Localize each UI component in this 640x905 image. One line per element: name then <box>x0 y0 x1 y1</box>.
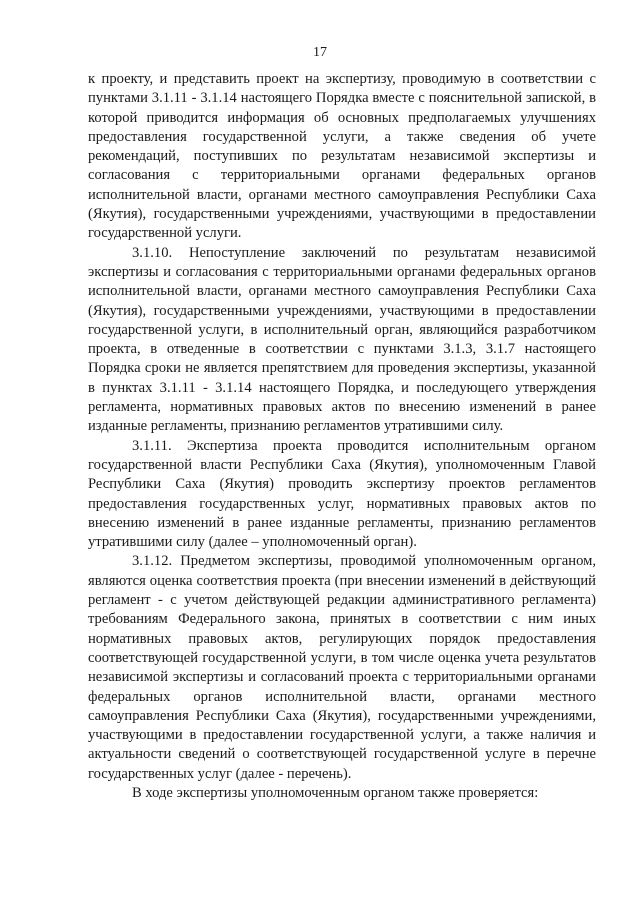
document-body <box>88 70 596 803</box>
page-number: 17 <box>313 45 327 60</box>
paragraph: В ходе экспертизы уполномоченным органом также проверяется: <box>132 784 539 801</box>
paragraph: 3.1.11. Экспертиза проекта проводится исполнительным органом государственной власти Республики Саха (Якутия), уполномоченным Главой Республики Саха (Якутия) проводить экспертизу проектов регламентов предоставления государственных услуг, нормативных правовых актов по внесению изменений в ранее изданные регламенты, признанию регламентов утратившими силу (далее – уполномоченный орган). <box>88 437 596 551</box>
paragraph: 3.1.12. Предметом экспертизы, проводимой уполномоченным органом, являются оценка соответствия проекта (при внесении изменений в действующий регламент - с учетом действующей редакции административного регламента) требованиям Федерального закона, принятых в соответствии с ним иных нормативных правовых актов, регулирующих порядок предоставления соответствующей государственной услуги, в том числе оценка учета результатов независимой экспертизы и согласований проекта с территориальными органами федеральных органов исполнительной власти, органами местного самоуправления Республики Саха (Якутия), государственными учреждениями, участвующими в предоставлении государственной услуги, а также наличия и актуальности сведений о соответствующей государственной услуге в перечне государственных услуг (далее - перечень). <box>88 553 596 782</box>
paragraph: к проекту, и представить проект на экспертизу, проводимую в соответствии с пунктами 3.1.11 - 3.1.14 настоящего Порядка вместе с пояснительной запиской, в которой приводится информация об основных предполагаемых улучшениях предоставления государственной услуги, а также сведения об учете рекомендаций, поступивших по результатам независимой экспертизы и согласования с территориальными органами федеральных органов исполнительной власти, органами местного самоуправления Республики Саха (Якутия), государственными учреждениями, участвующими в предоставлении государственной услуги. <box>88 71 596 242</box>
paragraph: 3.1.10. Непоступление заключений по результатам независимой экспертизы и согласования с территориальными органами федеральных органов исполнительной власти, органами местного самоуправления Республики Саха (Якутия), государственными учреждениями, участвующими в предоставлении государственной услуги, в исполнительный орган, являющийся разработчиком проекта, в отведенные в соответствии с пунктами 3.1.3, 3.1.7 настоящего Порядка сроки не является препятствием для проведения экспертизы, указанной в пунктах 3.1.11 - 3.1.14 настоящего Порядка, и последующего утверждения регламента, нормативных правовых актов по внесению изменений в ранее изданные регламенты, признанию регламентов утратившими силу. <box>88 244 596 435</box>
